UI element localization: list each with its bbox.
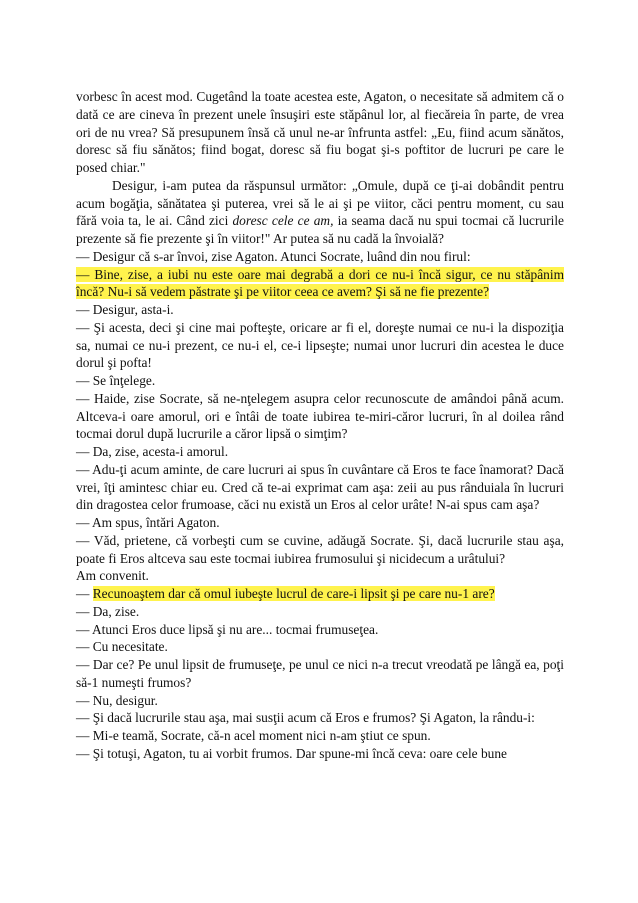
dash: — xyxy=(76,586,93,601)
paragraph: — Atunci Eros duce lipsă şi nu are... tocmai frumuseţea. xyxy=(76,621,379,637)
paragraph: — Şi acesta, deci şi cine mai pofteşte, oricare ar fi el, doreşte numai ce nu-i la dispoziţia sa, numai ce nu-i prezent, ce nu-i el, ce-i lipseşte; numai unor lucruri din acestea le duce dorul şi pofta! xyxy=(76,319,564,371)
paragraph: — Adu-ţi acum aminte, de care lucruri ai spus în cuvântare că Eros te face înamorat? Dacă vrei, îţi amintesc chiar eu. Cred că te-ai exprimat cam aşa: zeii au pus rânduiala în lucruri din dragostea celor frumoase, căci nu există un Eros al celor urâte! N-ai spus cam aşa? xyxy=(76,461,564,513)
paragraph: — Da, zise. xyxy=(76,603,140,619)
paragraph xyxy=(76,177,564,248)
highlighted-text: Recunoaştem dar că omul iubeşte lucrul de care-i lipsit şi pe care nu-1 are? xyxy=(92,586,495,601)
paragraph: — Se înţelege. xyxy=(76,373,156,388)
paragraph: — Da, zise, acesta-i amorul. xyxy=(76,444,229,459)
paragraph: — Am spus, întări Agaton. xyxy=(76,515,220,530)
text-run: ia seama dacă nu spui tocmai că lucrurile prezente să fie prezente şi în viitor!" Ar putea să nu cadă la învoială? xyxy=(76,213,564,246)
paragraph: — Desigur că s-ar învoi, zise Agaton. Atunci Socrate, luând din nou firul: xyxy=(76,248,471,264)
paragraph: — Şi dacă lucrurile stau aşa, mai susţii acum că Eros e frumos? Şi Agaton, la rându-i: xyxy=(76,710,535,726)
document-page xyxy=(76,88,564,763)
highlighted-text: — Bine, zise, a iubi nu este oare mai degrabă a dori ce nu-i încă sigur, ce nu stăpânim încă? Nu-i să vedem păstrate şi pe viitor ceea ce avem? Şi să ne fie prezente? xyxy=(76,266,564,300)
paragraph: — Mi-e teamă, Socrate, că-n acel moment nici n-am ştiut ce spun. xyxy=(76,728,431,743)
paragraph: vorbesc în acest mod. Cugetând la toate acestea este, Agaton, o necesitate să admitem că o dată ce are cineva în prezent unele însuşiri este stăpânul lor, al fiecăreia în parte, de vrea ori de nu vrea? Să presupunem însă că unul ne-ar înfrunta astfel: „Eu, fiind acum sănătos, doresc să fiu sănătos; fiind bogat, doresc să fiu bogat şi-s poftitor de lucruri pe care le posed chiar." xyxy=(76,89,564,175)
paragraph: — Nu, desigur. xyxy=(76,692,158,708)
paragraph xyxy=(76,585,564,603)
paragraph: — Dar ce? Pe unul lipsit de frumuseţe, pe unul ce nici n-a trecut vreodată pe lângă ea, poţi să-1 numeşti frumos? xyxy=(76,657,564,690)
paragraph: — Văd, prietene, că vorbeşti cum se cuvine, adăugă Socrate. Şi, dacă lucrurile stau aşa, poate fi Eros altceva sau este tocmai iubirea frumosului şi nicidecum a urâtului? xyxy=(76,532,564,566)
paragraph: — Şi totuşi, Agaton, tu ai vorbit frumos. Dar spune-mi încă ceva: oare cele bune xyxy=(76,745,507,761)
paragraph xyxy=(76,266,564,302)
paragraph: Am convenit. xyxy=(76,568,149,584)
italic-text: doresc cele ce am, xyxy=(232,213,334,229)
paragraph: — Cu necesitate. xyxy=(76,639,168,655)
text-run: Desigur, i-am putea da răspunsul următor: „Omule, după ce ţi-ai dobândit pentru acum bogăţia, sănătatea şi puterea, vrei să le ai şi pe viitor, căci pentru moment, cu sau fără voia ta, le ai. Când zici xyxy=(76,177,564,229)
paragraph: — Haide, zise Socrate, să ne-nţelegem asupra celor recunoscute de amândoi până acum. Altceva-i oare amorul, ori e întâi de toate iubirea te-miri-căror lucruri, în al doilea rând tocmai dorul după lucrurile a căror lipsă o simţim? xyxy=(76,390,564,442)
paragraph: — Desigur, asta-i. xyxy=(76,302,174,317)
